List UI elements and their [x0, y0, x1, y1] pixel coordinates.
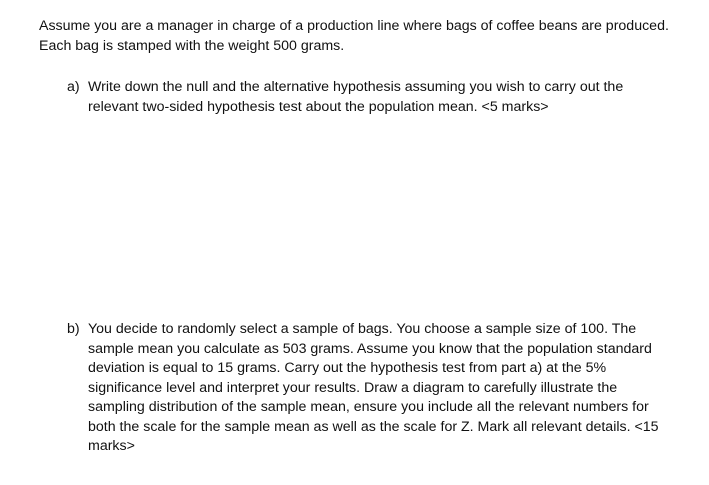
- question-a: [67, 78, 667, 117]
- question-a-marker: a): [67, 79, 80, 95]
- question-b-text: You decide to randomly select a sample of bags. You choose a sample size of 100. The sample mean you calculate as 503 grams. Assume you know that the population standard deviation is equal to 15 grams. Carry out the hypothesis test from part a) at the 5% significance level and interpret your results. Draw a diagram to carefully illustrate the sampling distribution of the sample mean, ensure you include all the relevant numbers for both the scale for the sample mean as well as the scale for Z. Mark all relevant details. <15 marks>: [88, 321, 659, 454]
- question-b-marker: b): [67, 321, 80, 337]
- question-a-text: Write down the null and the alternative hypothesis assuming you wish to carry out the relevant two-sided hypothesis test about the population mean. <5 marks>: [88, 79, 624, 115]
- question-b: [67, 320, 667, 457]
- intro-paragraph: Assume you are a manager in charge of a production line where bags of coffee beans are produced. Each bag is stamped with the weight 500 grams.: [39, 18, 669, 54]
